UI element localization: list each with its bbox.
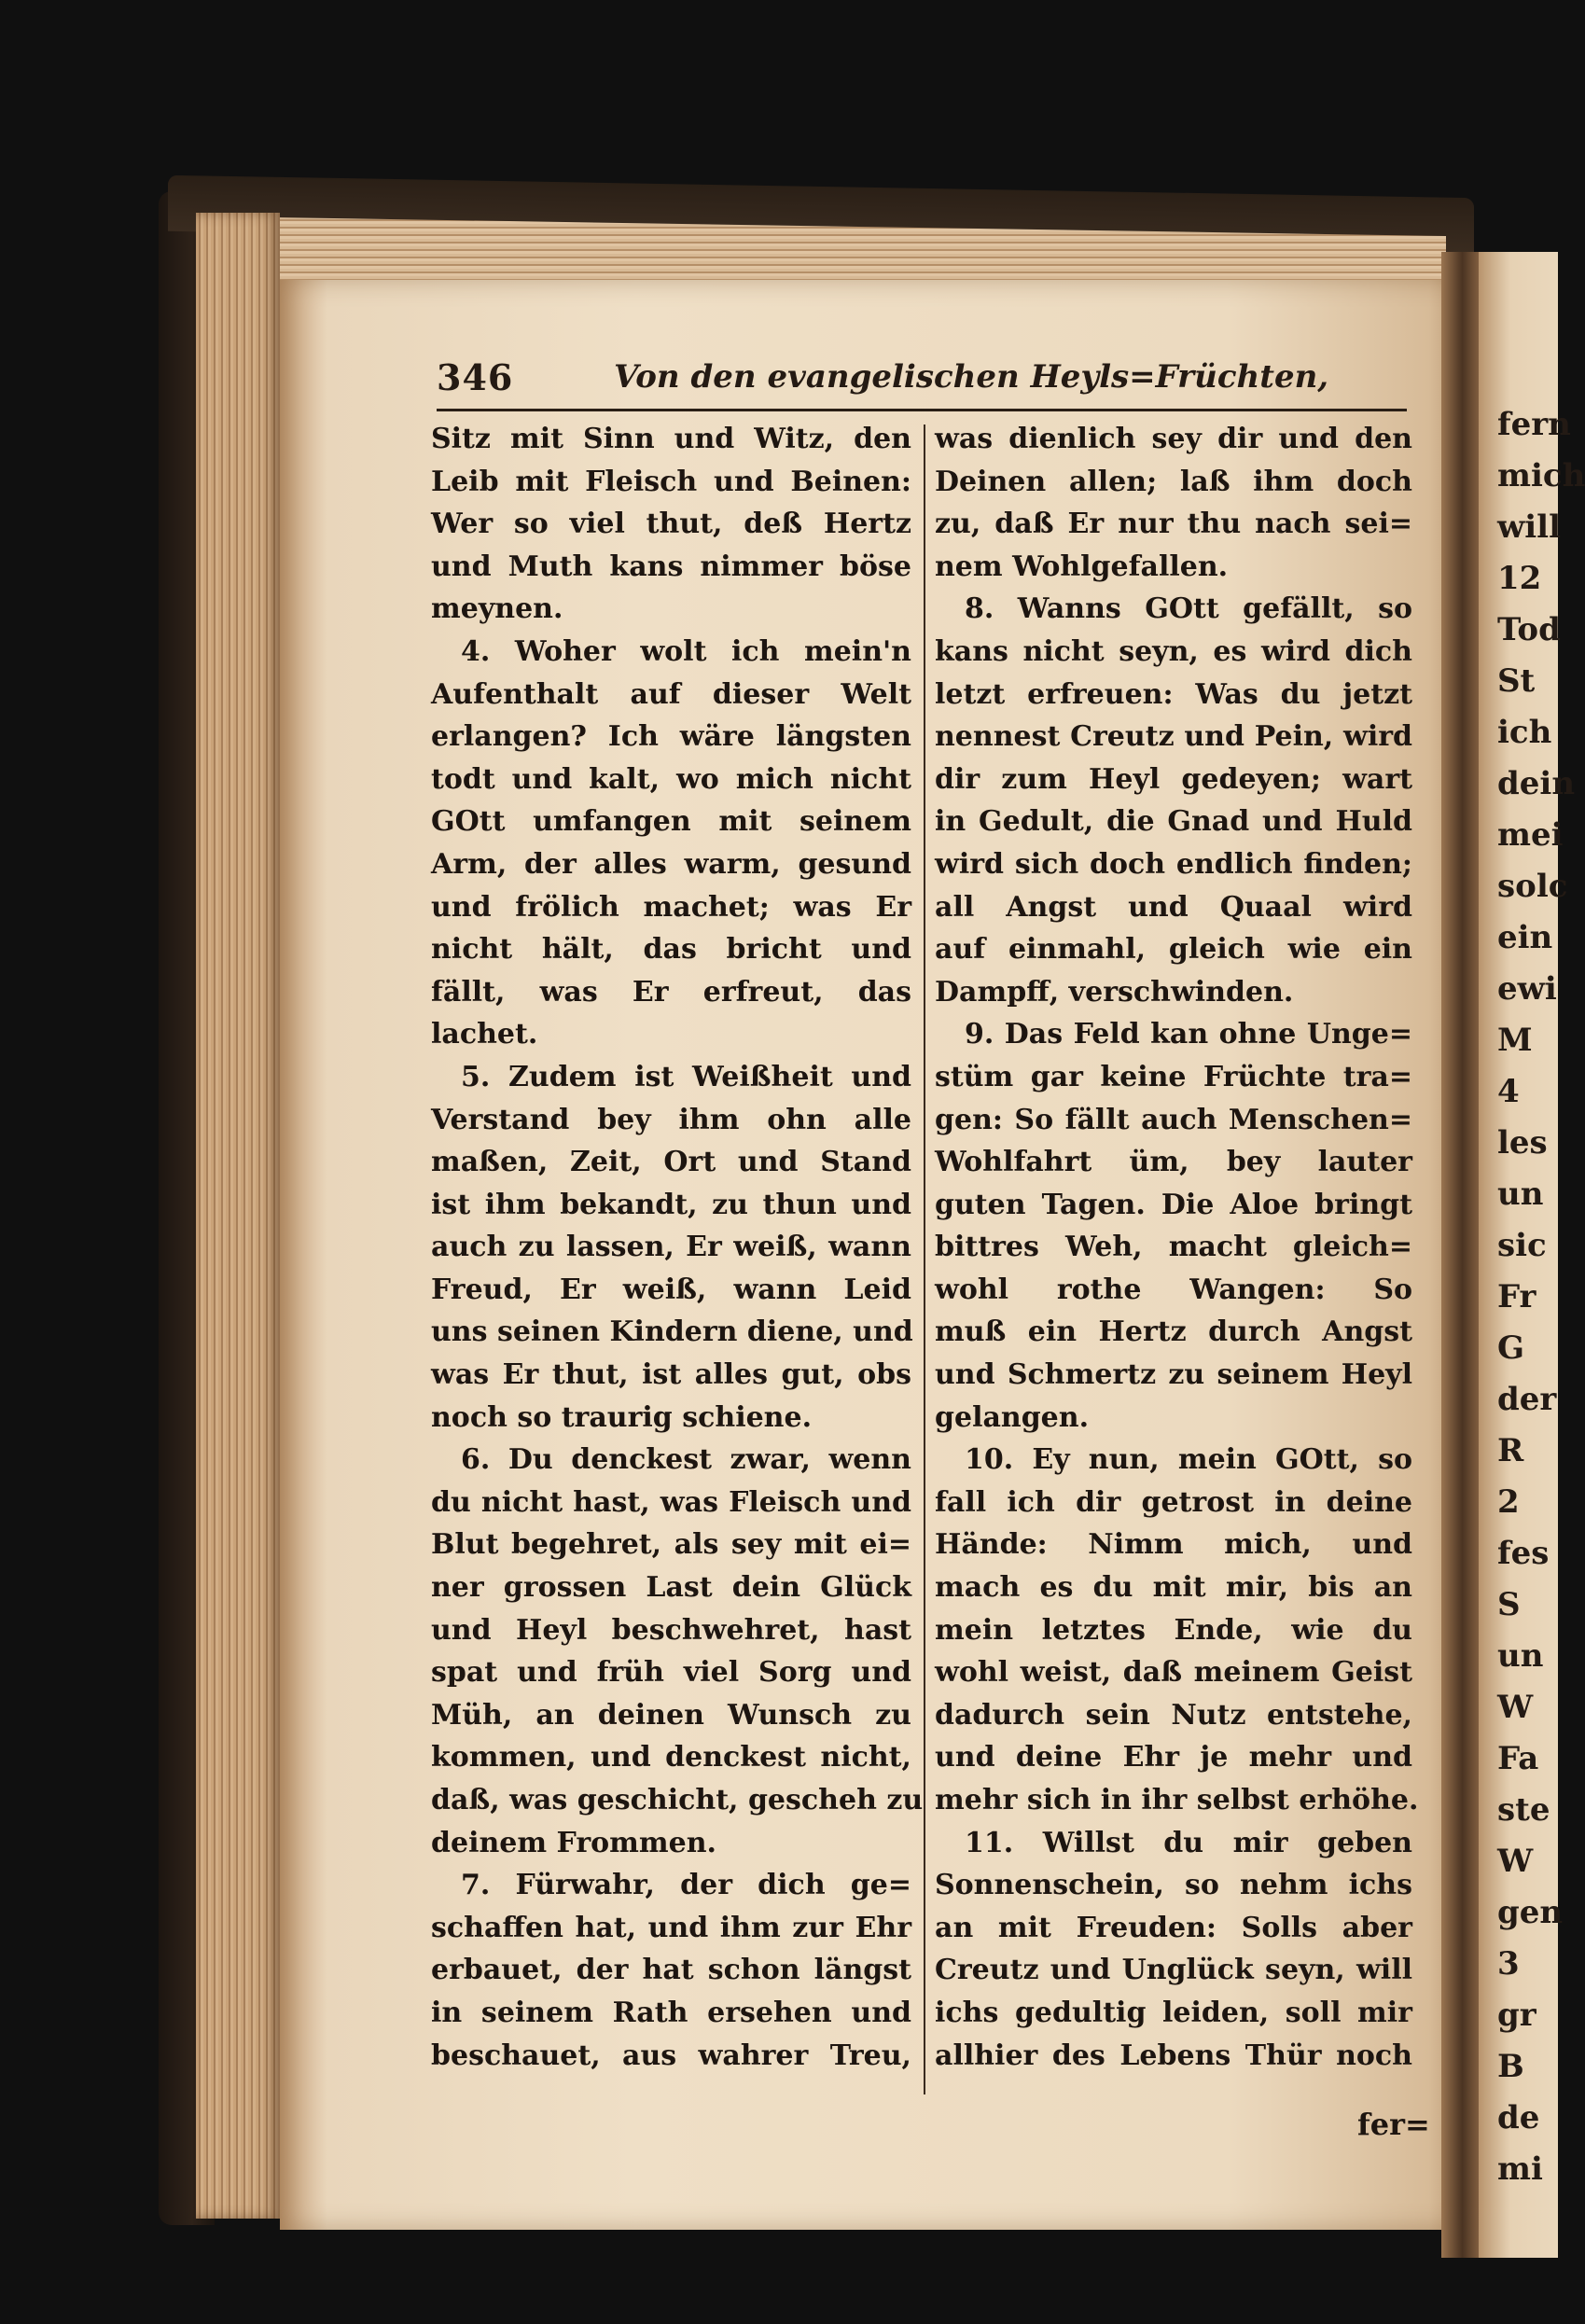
text-line: Aufenthalt auf dieser Welt: [431, 677, 911, 711]
facing-page-fragment: Fr: [1497, 1278, 1536, 1315]
text-line: was Er thut, ist alles gut, obs: [431, 1358, 911, 1392]
facing-page-fragment: M: [1497, 1022, 1533, 1059]
facing-page-fragment: un: [1497, 1176, 1544, 1213]
text-line: zu, daß Er nur thu nach sei=: [935, 508, 1412, 541]
text-line: nicht hält, das bricht und: [431, 933, 911, 967]
facing-page-fragment: 12: [1497, 560, 1542, 597]
text-line: deinem Frommen.: [431, 1826, 716, 1859]
text-line: und deine Ehr je mehr und: [935, 1741, 1412, 1774]
header-rule: [437, 409, 1407, 411]
text-line: Müh, an deinen Wunsch zu: [431, 1698, 911, 1732]
text-line: bittres Weh, macht gleich=: [935, 1231, 1412, 1264]
text-line: fall ich dir getrost in deine: [935, 1485, 1412, 1519]
text-line: beschauet, aus wahrer Treu,: [431, 2039, 911, 2072]
text-line: Creutz und Unglück seyn, will: [935, 1954, 1412, 1987]
text-line: und Heyl beschwehret, hast: [431, 1613, 911, 1647]
facing-page-fragment: S: [1497, 1586, 1521, 1623]
text-line: wohl weist, daß meinem Geist: [935, 1656, 1412, 1690]
facing-page-fragment: W: [1497, 1843, 1534, 1880]
text-line: all Angst und Quaal wird: [935, 890, 1412, 924]
text-line: Wer so viel thut, deß Hertz: [431, 508, 911, 541]
facing-page-fragment: mei: [1497, 816, 1564, 854]
text-line: spat und früh viel Sorg und: [431, 1656, 911, 1690]
text-line: 9. Das Feld kan ohne Unge=: [965, 1018, 1412, 1051]
text-line: allhier des Lebens Thür noch: [935, 2039, 1412, 2072]
text-line: ichs gedultig leiden, soll mir: [935, 1996, 1412, 2029]
book-gutter: [1441, 252, 1483, 2258]
facing-page-fragment: mi: [1497, 2150, 1543, 2188]
text-line: mein letztes Ende, wie du: [935, 1613, 1412, 1647]
facing-page-fragment: St: [1497, 662, 1536, 700]
text-line: dadurch sein Nutz entstehe,: [935, 1698, 1412, 1732]
facing-page-fragment: gen: [1497, 1894, 1564, 1931]
facing-page-fragment: Tod: [1497, 611, 1561, 648]
text-line: 10. Ey nun, mein GOtt, so: [965, 1443, 1412, 1477]
facing-page-fragment: sic: [1497, 1227, 1547, 1264]
facing-page-fragment: Fa: [1497, 1740, 1539, 1777]
facing-page-fragment: mich: [1497, 457, 1585, 494]
text-line: nem Wohlgefallen.: [935, 550, 1229, 583]
text-line: in seinem Rath ersehen und: [431, 1996, 911, 2029]
column-divider: [924, 424, 925, 2094]
text-line: Freud, Er weiß, wann Leid: [431, 1273, 911, 1306]
text-line: daß, was geschicht, gescheh zu: [431, 1784, 924, 1816]
text-line: dir zum Heyl gedeyen; wart: [935, 762, 1412, 796]
facing-page-fragment: W: [1497, 1689, 1534, 1726]
page-header: [437, 356, 1416, 409]
text-line: todt und kalt, wo mich nicht: [431, 762, 911, 796]
text-line: noch so traurig schiene.: [431, 1400, 813, 1434]
text-line: ner grossen Last dein Glück: [431, 1571, 911, 1605]
text-line: GOtt umfangen mit seinem: [431, 805, 911, 839]
text-line: stüm gar keine Früchte tra=: [935, 1060, 1412, 1093]
text-line: Deinen allen; laß ihm doch: [935, 465, 1412, 498]
facing-page-fragment: solc: [1497, 868, 1568, 905]
text-line: und Schmertz zu seinem Heyl: [935, 1358, 1412, 1392]
text-line: muß ein Hertz durch Angst: [935, 1315, 1412, 1349]
catchword: fer=: [1357, 2107, 1430, 2142]
text-line: kans nicht seyn, es wird dich: [935, 634, 1412, 668]
facing-page-fragment: gr: [1497, 1997, 1536, 2034]
facing-page-fragment: 4: [1497, 1073, 1520, 1110]
text-line: mehr sich in ihr selbst erhöhe.: [935, 1784, 1419, 1816]
text-line: und Muth kans nimmer böse: [431, 550, 911, 583]
text-column-right: [935, 418, 1419, 2077]
facing-page-fragment: de: [1497, 2099, 1540, 2136]
text-line: du nicht hast, was Fleisch und: [431, 1485, 911, 1519]
facing-page-fragment: ein: [1497, 919, 1553, 956]
page-edges-side: [196, 213, 280, 2219]
facing-page-fragment: fes: [1497, 1535, 1550, 1572]
text-line: nennest Creutz und Pein, wird: [935, 720, 1412, 754]
text-line: in Gedult, die Gnad und Huld: [935, 805, 1412, 839]
text-line: meynen.: [431, 592, 563, 626]
facing-page-fragment: 3: [1497, 1945, 1520, 1983]
running-head: Von den evangelischen Heyls=Früchten,: [614, 358, 1329, 396]
facing-page-fragment: ich: [1497, 714, 1552, 751]
text-line: Sitz mit Sinn und Witz, den: [431, 423, 911, 455]
facing-page-fragment: ste: [1497, 1791, 1550, 1829]
facing-page-fragment: ewi: [1497, 970, 1557, 1008]
text-line: wohl rothe Wangen: So: [935, 1273, 1412, 1306]
text-line: 7. Fürwahr, der dich ge=: [461, 1869, 911, 1902]
facing-page-fragment: R: [1497, 1432, 1524, 1469]
text-line: Sonnenschein, so nehm ichs: [935, 1869, 1412, 1902]
text-line: gen: So fällt auch Menschen=: [935, 1103, 1412, 1136]
text-line: kommen, und denckest nicht,: [431, 1741, 911, 1774]
facing-page-fragment: fern: [1497, 406, 1571, 443]
page-number: 346: [437, 356, 514, 398]
facing-page-fragment: G: [1497, 1329, 1525, 1367]
text-line: 6. Du denckest zwar, wenn: [461, 1443, 911, 1477]
text-line: 8. Wanns GOtt gefällt, so: [965, 592, 1412, 626]
text-line: fällt, was Er erfreut, das: [431, 975, 911, 1009]
facing-page-fragment: will: [1497, 508, 1562, 546]
text-line: was dienlich sey dir und den: [935, 423, 1412, 455]
text-line: 11. Willst du mir geben: [965, 1826, 1412, 1859]
text-line: Wohlfahrt üm, bey lauter: [935, 1146, 1412, 1179]
text-line: lachet.: [431, 1018, 538, 1051]
text-line: gelangen.: [935, 1400, 1090, 1434]
text-line: guten Tagen. Die Aloe bringt: [935, 1188, 1412, 1221]
text-line: ist ihm bekandt, zu thun und: [431, 1188, 911, 1221]
text-line: auf einmahl, gleich wie ein: [935, 933, 1412, 967]
text-line: erbauet, der hat schon längst: [431, 1954, 911, 1987]
text-line: 5. Zudem ist Weißheit und: [461, 1060, 911, 1093]
facing-page-fragment: 2: [1497, 1483, 1520, 1521]
text-line: schaffen hat, und ihm zur Ehr: [431, 1911, 911, 1944]
text-line: erlangen? Ich wäre längsten: [431, 720, 911, 754]
facing-page-fragment: dein: [1497, 765, 1576, 802]
text-line: Verstand bey ihm ohn alle: [431, 1103, 911, 1136]
facing-page-fragment: der: [1497, 1381, 1557, 1418]
text-line: Arm, der alles warm, gesund: [431, 847, 911, 881]
text-line: wird sich doch endlich finden;: [935, 847, 1412, 881]
text-line: und frölich machet; was Er: [431, 890, 911, 924]
text-line: Dampff, verschwinden.: [935, 975, 1294, 1009]
facing-page-fragment: B: [1497, 2048, 1524, 2085]
text-line: uns seinen Kindern diene, und: [431, 1315, 913, 1349]
text-column-left: [431, 418, 924, 2077]
facing-page: [1479, 252, 1585, 2258]
text-line: Blut begehret, als sey mit ei=: [431, 1528, 911, 1562]
text-line: letzt erfreuen: Was du jetzt: [935, 677, 1412, 711]
text-line: mach es du mit mir, bis an: [935, 1571, 1412, 1605]
text-line: 4. Woher wolt ich mein'n: [461, 634, 911, 668]
text-line: Hände: Nimm mich, und: [935, 1528, 1412, 1562]
text-line: Leib mit Fleisch und Beinen:: [431, 465, 911, 498]
facing-page-fragment: les: [1497, 1124, 1548, 1162]
text-line: an mit Freuden: Solls aber: [935, 1911, 1412, 1944]
facing-page-fragment: un: [1497, 1637, 1544, 1675]
text-line: maßen, Zeit, Ort und Stand: [431, 1146, 911, 1179]
text-line: auch zu lassen, Er weiß, wann: [431, 1231, 911, 1264]
